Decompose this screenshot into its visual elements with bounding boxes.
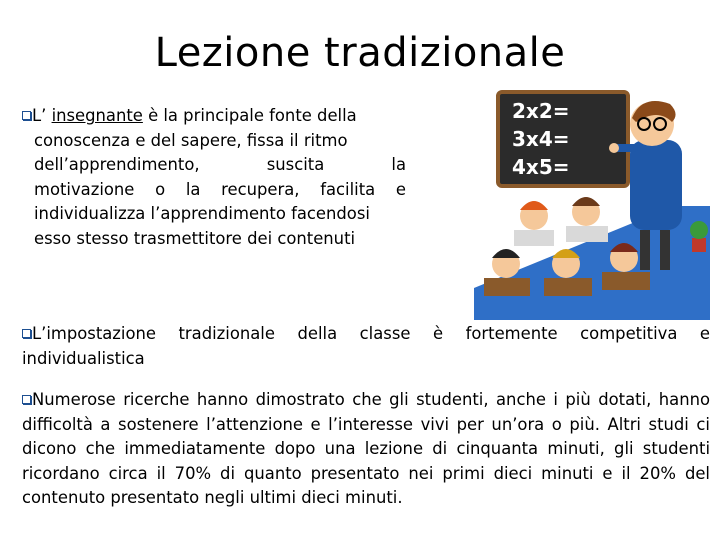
classroom-illustration	[474, 88, 710, 320]
paragraph-research	[22, 388, 710, 511]
board-line-3: 4x5=	[512, 155, 570, 179]
line-6: esso stesso trasmettitore dei contenuti	[34, 228, 356, 248]
student-1	[514, 201, 554, 246]
line-3: dell’apprendimento, suscita la	[34, 155, 406, 174]
paragraph-competitive	[22, 322, 710, 371]
underlined-word: insegnante	[51, 106, 143, 125]
line-1	[22, 104, 406, 129]
bullet-icon	[22, 395, 31, 404]
line-2: conoscenza e del sapere, fissa il ritmo	[34, 130, 348, 150]
bullet-icon	[22, 329, 31, 338]
paragraph-3-text: Numerose ricerche hanno dimostrato che gli studenti, anche i più dotati, hanno difficoltà a sostenere l’attenzione e l’interesse vivi per un’ora o più. Altri studi ci dicono che immediatamente dopo una lezione di cinquanta minuti, gli studenti ricordano circa il 70% di quanto presentato nei primi dieci minuti e il 20% del contenuto presentato negli ultimi dieci minuti.	[22, 390, 710, 507]
line-1-text: è la principale fonte della	[142, 106, 357, 125]
board-line-2: 3x4=	[512, 127, 570, 151]
prefix-text: L’	[32, 106, 52, 125]
board-line-1: 2x2=	[512, 99, 570, 123]
slide-title: Lezione tradizionale	[154, 30, 566, 76]
bullet-icon	[22, 111, 31, 120]
student-2	[566, 197, 608, 242]
paragraph-teacher	[22, 104, 406, 251]
paragraph-2-text: L’impostazione tradizionale della classe è fortemente competitiva e individualistica	[22, 324, 710, 368]
line-4: motivazione o la recupera, facilita e	[34, 179, 406, 199]
line-5: individualizza l’apprendimento facendosi	[34, 204, 370, 223]
